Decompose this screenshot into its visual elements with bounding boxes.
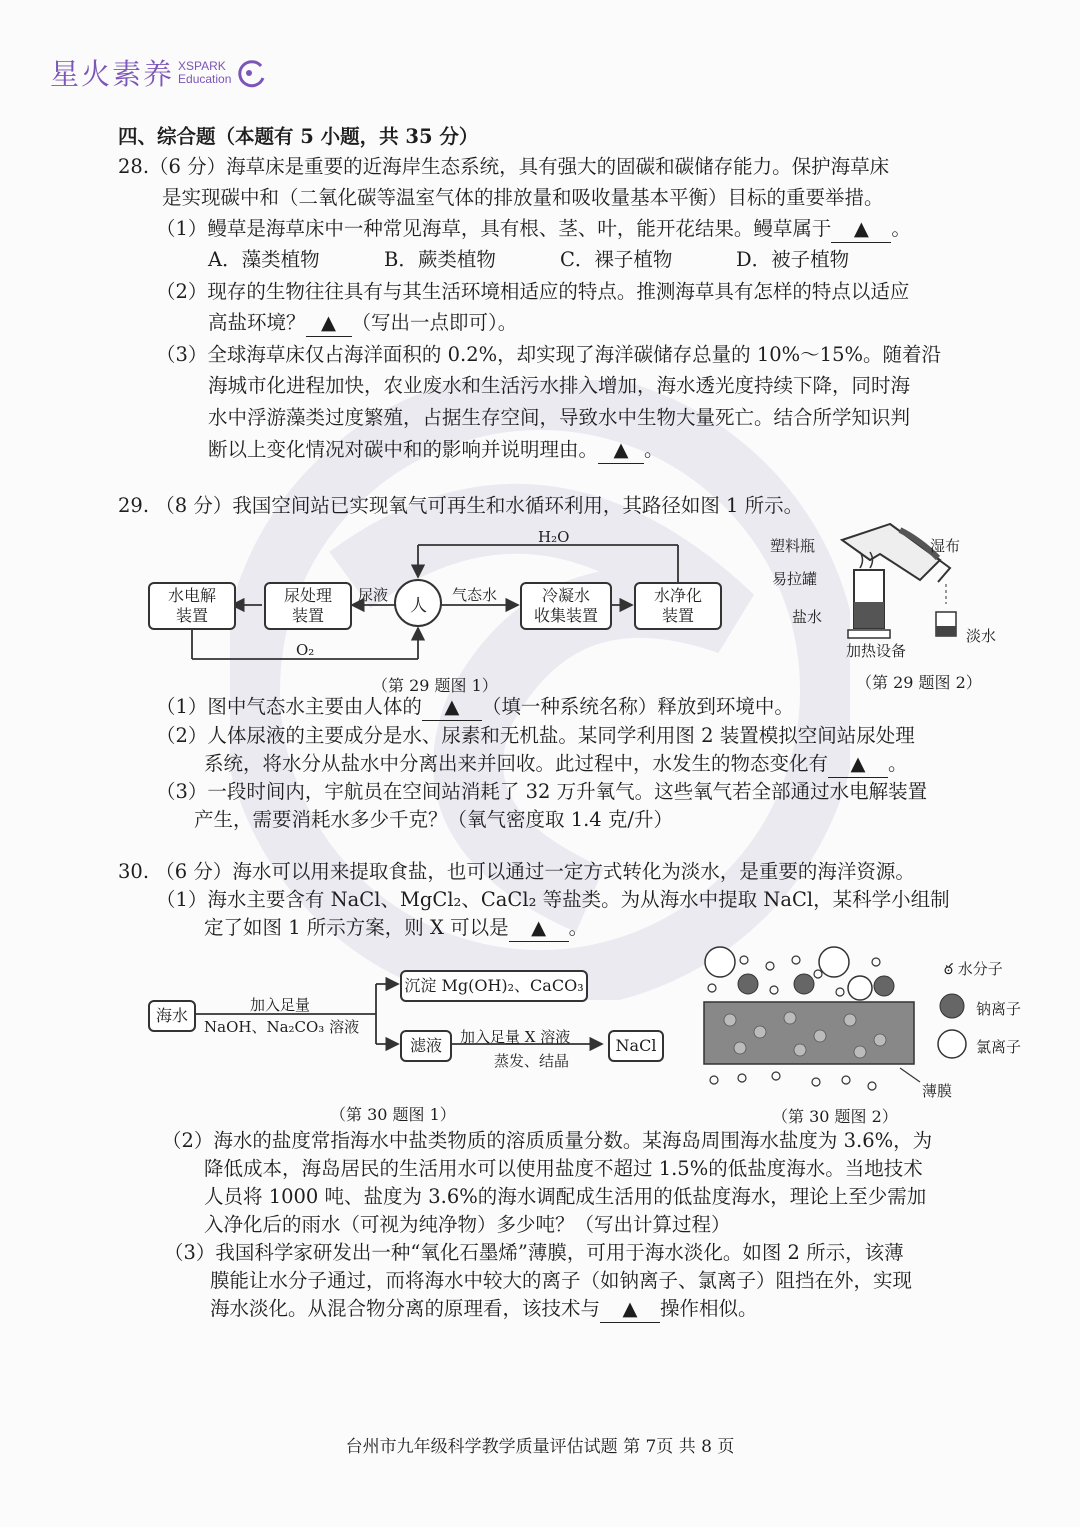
- q29-fig1-caption: （第 29 题图 1）: [372, 676, 498, 695]
- water-molecule-icon: ఠ: [944, 960, 953, 978]
- urine-processing-box: [264, 582, 352, 630]
- q29-fig2-caption: （第 29 题图 2）: [856, 673, 982, 692]
- urine-label: 尿液: [358, 586, 389, 604]
- q30-part1-line2: [204, 915, 588, 942]
- q29-part2-line2: [204, 751, 908, 778]
- q30-fig1-caption: （第 30 题图 1）: [330, 1105, 456, 1124]
- box1-line2: 装置: [175, 606, 208, 625]
- q29-part3-line1: （3）一段时间内，宇航员在空间站消耗了 32 万升氧气。这些氧气若全部通过水电解装置: [156, 780, 928, 803]
- q29-number: 29.: [118, 494, 150, 517]
- fig1-reagents-label: NaOH、Na₂CO₃ 溶液: [204, 1018, 360, 1036]
- logo-text: 星火素养: [50, 57, 175, 91]
- q28-p3d-end: 。: [644, 438, 664, 461]
- q28-p3d-text: 断以上变化情况对碳中和的影响并说明理由。: [208, 438, 599, 461]
- q28-part2-line2: [208, 310, 517, 337]
- box4-line1: 水净化: [653, 586, 702, 605]
- section-title: 四、综合题（本题有 5 小题，共 35 分）: [118, 125, 479, 148]
- option-b: B．蕨类植物: [384, 248, 496, 271]
- answer-blank[interactable]: ▲: [509, 915, 569, 942]
- q29-part3-line2: 产生，需要消耗水多少千克？（氧气密度取 1.4 克/升）: [194, 808, 673, 831]
- q28-stem1: （6 分）海草床是重要的近海岸生态系统，具有强大的固碳和碳储存能力。保护海草床: [149, 155, 890, 178]
- q30-stem-text: （6 分）海水可以用来提取食盐，也可以通过一定方式转化为淡水，是重要的海洋资源。: [155, 860, 915, 883]
- q29-stem-text: （8 分）我国空间站已实现氧气可再生和水循环利用，其路径如图 1 所示。: [155, 494, 804, 517]
- q30-part1-line1: （1）海水主要含有 NaCl、MgCl₂、CaCl₂ 等盐类。为从海水中提取 NaCl，某科学小组制: [156, 888, 950, 911]
- option-a: A．藻类植物: [208, 248, 320, 271]
- q28-part3-line2: 海城市化进程加快，农业废水和生活污水排入增加，海水透光度持续下降，同时海: [208, 374, 911, 397]
- fig2-cloth-label: 湿布: [930, 537, 961, 555]
- answer-blank[interactable]: ▲: [600, 1296, 660, 1323]
- q29-p2b-text: 系统，将水分从盐水中分离出来并回收。此过程中，水发生的物态变化有: [204, 752, 829, 775]
- q28-stem-line2: 是实现碳中和（二氧化碳等温室气体的排放量和吸收量基本平衡）目标的重要举措。: [162, 186, 884, 209]
- fig1-h2o-label: H₂O: [538, 528, 570, 546]
- box2-line1: 尿处理: [283, 586, 332, 605]
- seawater-box: 海水: [148, 1000, 196, 1032]
- answer-blank[interactable]: ▲: [598, 437, 644, 464]
- box1-line1: 水电解: [167, 586, 216, 605]
- vapor-label: 气态水: [452, 586, 498, 604]
- q30-p3c-end: 操作相似。: [660, 1297, 758, 1320]
- legend-water: [944, 958, 1003, 982]
- answer-blank[interactable]: ▲: [422, 694, 482, 721]
- q30-part2-line4: 入净化后的雨水（可视为纯净物）多少吨？（写出计算过程）: [204, 1213, 731, 1236]
- purification-box: [634, 582, 722, 630]
- option-c: C．裸子植物: [560, 248, 673, 271]
- fig2-brine-label: 盐水: [792, 608, 823, 626]
- q29-p2b-end: 。: [888, 752, 908, 775]
- q29-part1: [156, 694, 794, 721]
- logo-subtext: [178, 60, 231, 86]
- box3-line2: 收集装置: [533, 606, 598, 625]
- condensate-box: [520, 582, 612, 630]
- q29-stem: [118, 493, 803, 519]
- answer-blank[interactable]: ▲: [831, 216, 891, 243]
- answer-blank[interactable]: ▲: [828, 751, 888, 778]
- person-label: 人: [410, 596, 427, 616]
- q28-options: [208, 247, 849, 273]
- box4-line2: 装置: [661, 606, 694, 625]
- electrolysis-box: [148, 582, 236, 630]
- fig1-evap-label: 蒸发、结晶: [494, 1052, 570, 1070]
- q28-part3-line1: （3）全球海草床仅占海洋面积的 0.2%，却实现了海洋碳储存总量的 10%～15%。随着沿: [156, 343, 942, 366]
- legend-chloride-label: 氯离子: [976, 1038, 1022, 1056]
- q30-part3-line3: [210, 1296, 758, 1323]
- q30-number: 30.: [118, 860, 150, 883]
- q30-part3-line1: （3）我国科学家研发出一种“氧化石墨烯”薄膜，可用于海水淡化。如图 2 所示，该薄: [164, 1241, 904, 1264]
- q28-part3-line4: [208, 437, 664, 464]
- fig1-o2-label: O₂: [296, 641, 315, 659]
- logo-en-line2: Education: [178, 71, 232, 86]
- q30-part2-line1: （2）海水的盐度常指海水中盐类物质的溶质质量分数。某海岛周围海水盐度为 3.6%，为: [162, 1129, 933, 1152]
- q30-p1b-text: 定了如图 1 所示方案，则 X 可以是: [204, 916, 509, 939]
- chloride-ion-icon: [936, 1028, 970, 1062]
- q28-number: 28.: [118, 155, 150, 178]
- logo-swirl-icon: [233, 58, 267, 88]
- answer-blank[interactable]: ▲: [306, 310, 352, 337]
- brand-logo: [50, 52, 267, 93]
- precipitate-box: 沉淀 Mg(OH)₂、CaCO₃: [400, 970, 588, 1002]
- membrane-label: 薄膜: [922, 1082, 953, 1100]
- q28-part2-line1: （2）现存的生物往往具有与其生活环境相适应的特点。推测海草具有怎样的特点以适应: [156, 280, 910, 303]
- q29-p1-text: （1）图中气态水主要由人体的: [156, 695, 422, 718]
- q30-p3c-text: 海水淡化。从混合物分离的原理看，该技术与: [210, 1297, 601, 1320]
- filtrate-box: 滤液: [400, 1030, 452, 1062]
- box2-line2: 装置: [291, 606, 324, 625]
- fig2-bottle-label: 塑料瓶: [770, 537, 816, 555]
- q30-part2-line3: 人员将 1000 吨、盐度为 3.6%的海水调配成生活用的低盐度海水，理论上至少需加: [204, 1185, 927, 1208]
- q28-part3-line3: 水中浮游藻类过度繁殖，占据生存空间，导致水中生物大量死亡。结合所学知识判: [208, 406, 911, 429]
- fig2-fresh-label: 淡水: [966, 627, 997, 645]
- q28-p2b-text: 高盐环境？: [208, 311, 306, 334]
- page-footer: 台州市九年级科学教学质量评估试题 第 7页 共 8 页: [345, 1437, 735, 1457]
- q30-p1b-end: 。: [568, 916, 589, 939]
- legend-sodium-label: 钠离子: [976, 1000, 1022, 1018]
- box3-line1: 冷凝水: [541, 586, 590, 605]
- q29-part2-line1: （2）人体尿液的主要成分是水、尿素和无机盐。某同学利用图 2 装置模拟空间站尿处理: [156, 724, 915, 747]
- q28-p1-text: （1）鳗草是海草床中一种常见海草，具有根、茎、叶，能开花结果。鳗草属于: [156, 217, 832, 240]
- nacl-box: NaCl: [608, 1030, 664, 1062]
- legend-water-label: 水分子: [957, 960, 1003, 978]
- q30-figure2-membrane: [700, 940, 940, 1100]
- q30-part3-line2: 膜能让水分子通过，而将海水中较大的离子（如钠离子、氯离子）阻挡在外，实现: [210, 1269, 913, 1292]
- q28-p1-end: 。: [891, 217, 911, 240]
- q29-p1-end: （填一种系统名称）释放到环境中。: [481, 695, 794, 718]
- q30-part2-line2: 降低成本，海岛居民的生活用水可以使用盐度不超过 1.5%的低盐度海水。当地技术: [204, 1157, 923, 1180]
- q30-fig2-caption: （第 30 题图 2）: [772, 1107, 898, 1126]
- q30-stem: [118, 859, 915, 885]
- q28-part1: [156, 216, 911, 243]
- fig1-add2-label: 加入足量 X 溶液: [460, 1028, 571, 1046]
- sodium-ion-icon: [938, 992, 968, 1022]
- option-d: D．被子植物: [736, 248, 850, 271]
- q28-stem-line1: [118, 154, 889, 180]
- fig2-heater-label: 加热设备: [846, 642, 907, 660]
- q28-p2b-end: （写出一点即可）。: [351, 311, 518, 334]
- fig2-can-label: 易拉罐: [772, 570, 818, 588]
- logo-en-line1: XSPARK: [178, 58, 226, 73]
- fig1-add1-label: 加入足量: [250, 996, 311, 1014]
